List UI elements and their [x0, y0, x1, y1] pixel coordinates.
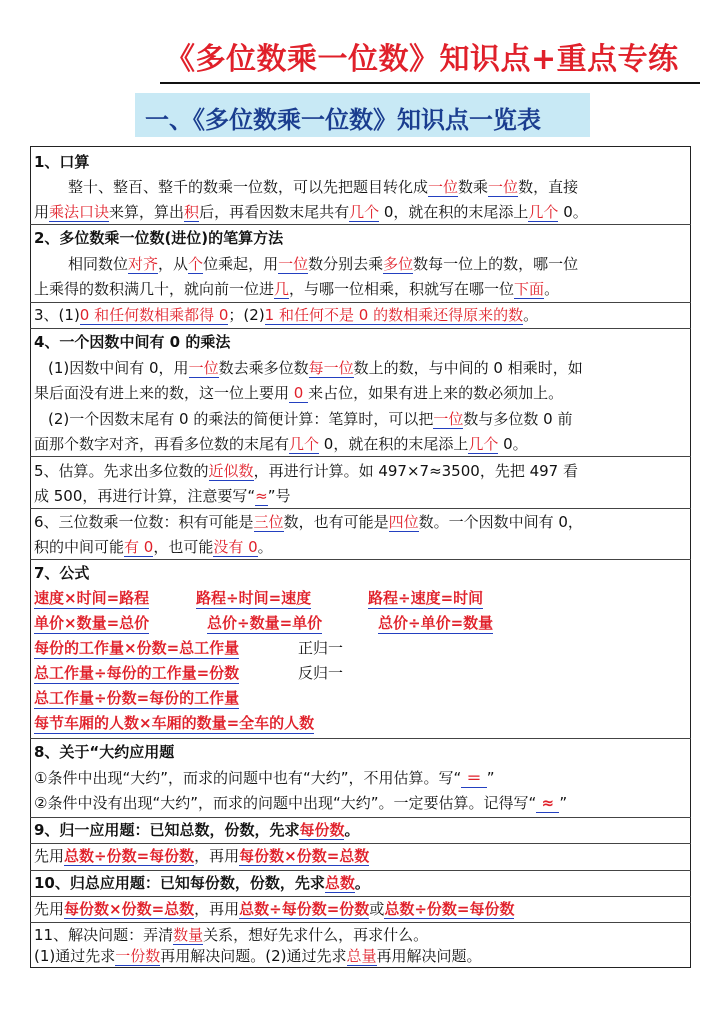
formula-speed: 路程÷时间=速度	[196, 589, 312, 607]
row-divider	[30, 843, 691, 844]
formula-parts: 总工作量÷每份的工作量=份数	[34, 664, 240, 682]
section-subtitle: 一、《多位数乘一位数》知识点一览表	[145, 106, 541, 134]
section-8-heading: 8、关于“大约应用题	[34, 743, 175, 761]
section-4-line-4: 面那个数字对齐，再看多位数的末尾有几个 0，就在积的末尾添上几个 0。	[34, 435, 528, 453]
section-4-heading: 4、一个因数中间有 0 的乘法	[34, 333, 231, 351]
section-6-line-1: 6、三位数乘一位数：积有可能是三位数，也有可能是四位数。一个因数中间有 0，	[34, 513, 583, 531]
row-divider	[30, 508, 691, 509]
section-9-heading: 9、归一应用题：已知总数，份数，先求每份数。	[34, 821, 360, 839]
section-2-line-2: 上乘得的数积满几十，就向前一位进几，与哪一位相乘，积就写在哪一位下面。	[34, 280, 560, 298]
formula-train-people: 每节车厢的人数×车厢的数量=全车的人数	[34, 714, 315, 732]
section-4-line-1: (1)因数中间有 0，用一位数去乘多位数每一位数上的数，与中间的 0 相乘时，如	[48, 359, 583, 377]
section-10-heading: 10、归总应用题：已知每份数，份数，先求总数。	[34, 874, 370, 892]
row-divider	[30, 224, 691, 225]
formula-note-forward: 正归一	[298, 639, 344, 657]
section-4-line-2: 果后面没有进上来的数，这一位上要用 0 来占位，如果有进上来的数必须加上。	[34, 384, 564, 402]
row-divider	[30, 817, 691, 818]
section-6-line-2: 积的中间可能有 0，也可能没有 0。	[34, 538, 273, 556]
section-5-line-1: 5、估算。先求出多位数的近似数，再进行计算。如 497×7≈3500，先把 497 看	[34, 462, 578, 480]
row-divider	[30, 328, 691, 329]
formula-quantity: 总价÷单价=数量	[378, 614, 494, 632]
section-1-line-2: 用乘法口诀来算，算出积后，再看因数末尾共有几个 0，就在积的末尾添上几个 0。	[34, 203, 588, 221]
row-divider	[30, 559, 691, 560]
section-7-heading: 7、公式	[34, 564, 90, 582]
formula-note-reverse: 反归一	[298, 664, 344, 682]
formula-unit-price: 总价÷数量=单价	[207, 614, 323, 632]
section-8-line-1: ①条件中出现“大约”，而求的问题中也有“大约”，不用估算。写“ ＝ ”	[34, 769, 495, 787]
section-2-line-1: 相同数位对齐，从个位乘起，用一位数分别去乘多位数每一位上的数，哪一位	[68, 255, 579, 273]
section-5-line-2: 成 500，再进行计算，注意要写“≈”号	[34, 487, 291, 505]
section-11-line-1: 11、解决问题：弄清数量关系，想好先求什么，再求什么。	[34, 926, 429, 944]
formula-time: 路程÷速度=时间	[368, 589, 484, 607]
row-divider	[30, 922, 691, 923]
section-4-line-3: (2)一个因数末尾有 0 的乘法的简便计算：笔算时，可以把一位数与多位数 0 前	[48, 410, 573, 428]
formula-total-work: 每份的工作量×份数=总工作量	[34, 639, 240, 657]
row-divider	[30, 738, 691, 739]
section-3-line: 3、(1)0 和任何数相乘都得 0；(2)1 和任何不是 0 的数相乘还得原来的数。	[34, 306, 539, 324]
section-8-line-2: ②条件中没有出现“大约”，而求的问题中出现“大约”。一定要估算。记得写“ ≈ ”	[34, 794, 568, 812]
section-11-line-2: (1)通过先求一份数再用解决问题。(2)通过先求总量再用解决问题。	[34, 947, 482, 965]
formula-work-per-part: 总工作量÷份数=每份的工作量	[34, 689, 240, 707]
section-1-line-1: 整十、整百、整千的数乘一位数，可以先把题目转化成一位数乘一位数，直接	[68, 178, 579, 196]
row-divider	[30, 456, 691, 457]
formula-distance: 速度×时间=路程	[34, 589, 150, 607]
page-title: 《多位数乘一位数》知识点+重点专练	[165, 42, 679, 77]
section-2-heading: 2、多位数乘一位数(进位)的笔算方法	[34, 229, 284, 247]
row-divider	[30, 896, 691, 897]
row-divider	[30, 302, 691, 303]
row-divider	[30, 870, 691, 871]
section-1-heading: 1、口算	[34, 153, 90, 171]
title-underline	[160, 82, 700, 84]
section-9-line: 先用总数÷份数=每份数，再用每份数×份数=总数	[34, 847, 370, 865]
section-10-line: 先用每份数×份数=总数，再用总数÷每份数=份数或总数÷份数=每份数	[34, 900, 515, 918]
formula-total-price: 单价×数量=总价	[34, 614, 150, 632]
